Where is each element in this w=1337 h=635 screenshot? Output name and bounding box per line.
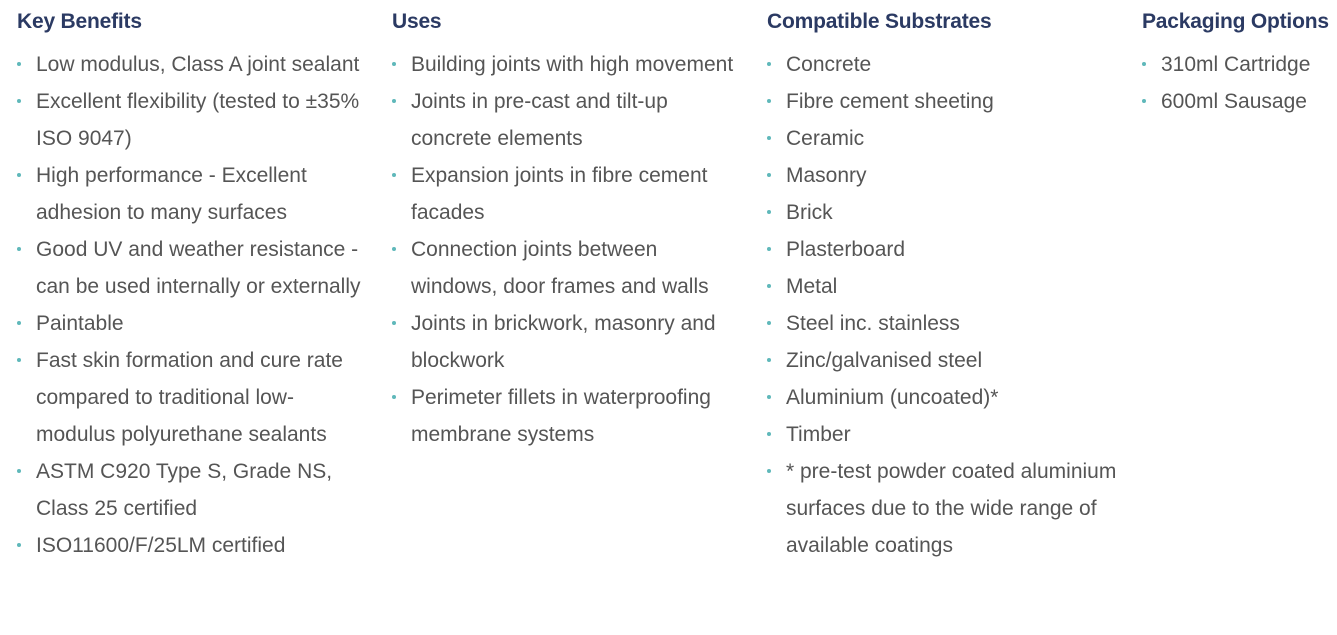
list-item-text: Masonry: [786, 164, 867, 187]
list-item-text: Low modulus, Class A joint sealant: [36, 53, 360, 76]
list-item-text: * pre-test powder coated aluminium surfaces due to the wide range of available coatings: [786, 460, 1117, 557]
list-item-text: 310ml Cartridge: [1161, 53, 1311, 76]
list-item: [767, 83, 1119, 120]
bullet-icon: [392, 99, 396, 103]
list-item-text: Expansion joints in fibre cement facades: [411, 164, 708, 224]
bullet-icon: [17, 469, 21, 473]
list-item: [17, 231, 369, 305]
list-item-text: Plasterboard: [786, 238, 906, 261]
packaging-list: [1142, 46, 1310, 120]
bullet-icon: [392, 247, 396, 251]
list-item: [17, 157, 369, 231]
bullet-icon: [767, 136, 771, 140]
list-item: [17, 83, 369, 157]
bullet-icon: [767, 432, 771, 436]
list-item: [1142, 83, 1310, 120]
list-item-text: Joints in brickwork, masonry and blockwork: [411, 312, 716, 372]
list-item: [17, 527, 369, 564]
list-item: [767, 194, 1119, 231]
list-item-text: Good UV and weather resistance - can be used internally or externally: [36, 238, 361, 298]
bullet-icon: [767, 358, 771, 362]
bullet-icon: [17, 358, 21, 362]
bullet-icon: [1142, 62, 1146, 66]
substrates-list: [767, 46, 1119, 564]
bullet-icon: [392, 173, 396, 177]
list-item: [767, 120, 1119, 157]
list-item: [767, 342, 1119, 379]
list-item-text: Perimeter fillets in waterproofing membrane systems: [411, 386, 711, 446]
list-item: [767, 231, 1119, 268]
list-item: [767, 416, 1119, 453]
bullet-icon: [17, 99, 21, 103]
list-item-text: Fibre cement sheeting: [786, 90, 994, 113]
list-item-text: Aluminium (uncoated)*: [786, 386, 999, 409]
list-item: [767, 46, 1119, 83]
list-item: [392, 83, 744, 157]
list-item: [1142, 46, 1310, 83]
bullet-icon: [17, 247, 21, 251]
list-item: [17, 305, 369, 342]
bullet-icon: [392, 321, 396, 325]
bullet-icon: [767, 469, 771, 473]
list-item-text: Concrete: [786, 53, 872, 76]
list-item-text: Timber: [786, 423, 851, 446]
list-item-text: Zinc/galvanised steel: [786, 349, 983, 372]
bullet-icon: [17, 173, 21, 177]
bullet-icon: [767, 99, 771, 103]
list-item-text: Building joints with high movement: [411, 53, 734, 76]
list-item: [392, 231, 744, 305]
list-item: [392, 157, 744, 231]
list-item-text: Brick: [786, 201, 833, 224]
bullet-icon: [767, 173, 771, 177]
list-item-text: Ceramic: [786, 127, 865, 150]
list-item: [17, 46, 369, 83]
bullet-icon: [767, 247, 771, 251]
bullet-icon: [767, 284, 771, 288]
list-item: [17, 342, 369, 453]
column-title: Uses: [392, 10, 442, 33]
list-item-text: Joints in pre-cast and tilt-up concrete elements: [411, 90, 668, 150]
list-item-text: Connection joints between windows, door frames and walls: [411, 238, 709, 298]
list-item-text: High performance - Excellent adhesion to many surfaces: [36, 164, 307, 224]
list-item-text: Paintable: [36, 312, 124, 335]
list-item-text: ASTM C920 Type S, Grade NS, Class 25 certified: [36, 460, 333, 520]
list-item-text: Metal: [786, 275, 838, 298]
bullet-icon: [392, 395, 396, 399]
list-item: [767, 453, 1119, 564]
list-item-text: Excellent flexibility (tested to ±35% ISO 9047): [36, 90, 360, 150]
bullet-icon: [767, 62, 771, 66]
list-item: [767, 379, 1119, 416]
list-item: [392, 379, 744, 453]
bullet-icon: [392, 62, 396, 66]
bullet-icon: [767, 321, 771, 325]
list-item: [767, 268, 1119, 305]
column-title: Key Benefits: [17, 10, 142, 33]
list-item-text: 600ml Sausage: [1161, 90, 1307, 113]
list-item: [392, 305, 744, 379]
bullet-icon: [767, 395, 771, 399]
list-item-text: Fast skin formation and cure rate compared to traditional low-modulus polyurethane sealants: [36, 349, 343, 446]
bullet-icon: [767, 210, 771, 214]
bullet-icon: [17, 543, 21, 547]
list-item: [392, 46, 744, 83]
bullet-icon: [17, 62, 21, 66]
list-item-text: ISO11600/F/25LM certified: [36, 534, 286, 557]
key-benefits-list: [17, 46, 369, 564]
bullet-icon: [1142, 99, 1146, 103]
list-item: [767, 157, 1119, 194]
column-title: Compatible Substrates: [767, 10, 992, 33]
list-item-text: Steel inc. stainless: [786, 312, 960, 335]
bullet-icon: [17, 321, 21, 325]
uses-list: [392, 46, 744, 453]
column-title: Packaging Options: [1142, 10, 1329, 33]
list-item: [767, 305, 1119, 342]
list-item: [17, 453, 369, 527]
